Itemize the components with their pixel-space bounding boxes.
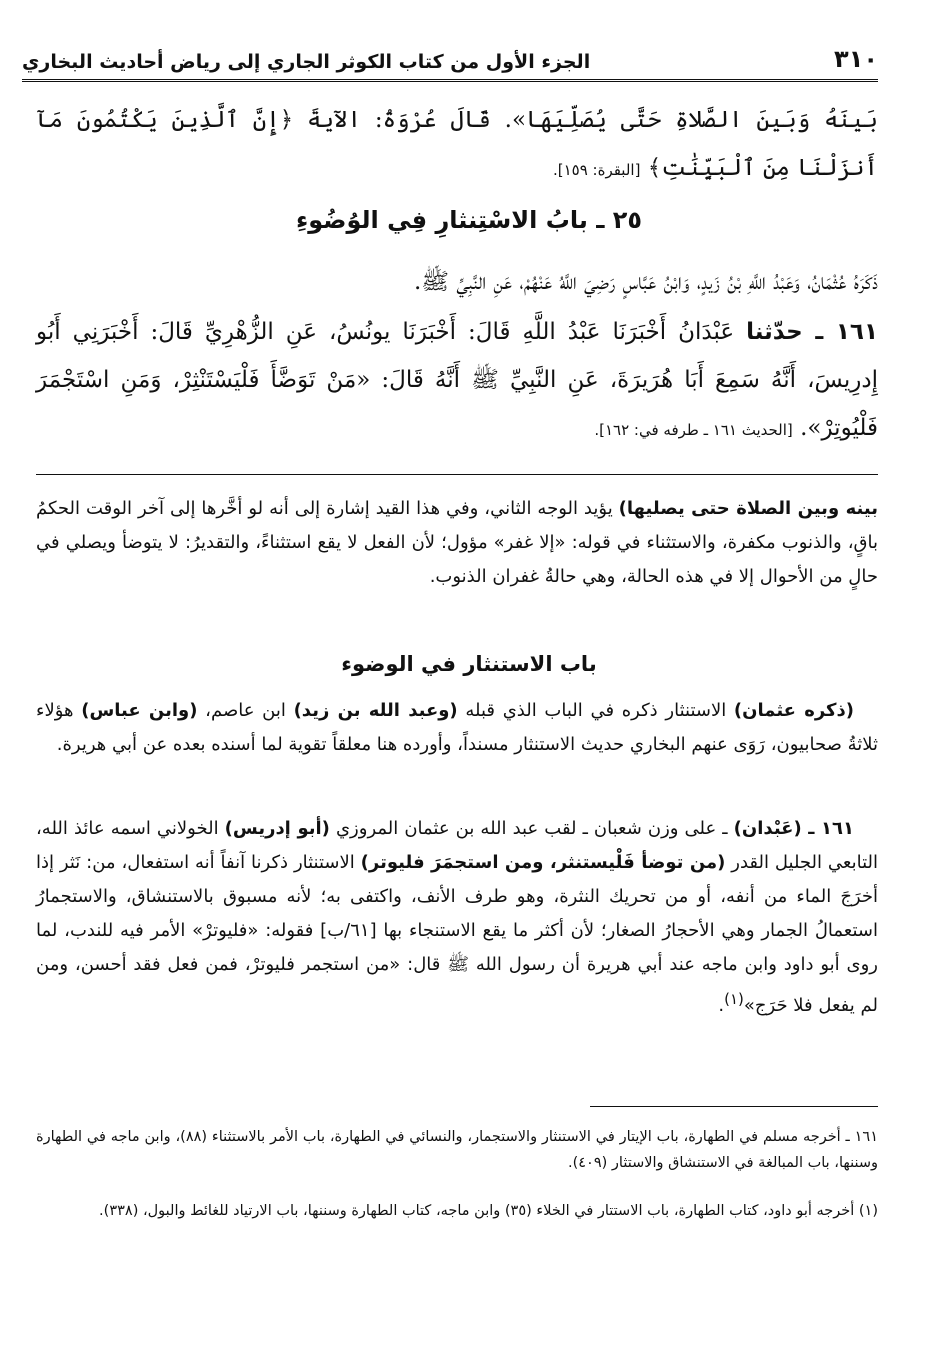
commentary-lemma: ١٦١ ـ (عَبْدان) xyxy=(733,818,855,839)
footnote-1 xyxy=(36,1124,878,1176)
page-header xyxy=(22,36,878,82)
running-title: الجزء الأول من كتاب الكوثر الجاري إلى رياض أحاديث البخاري xyxy=(22,51,591,73)
footnote-marker: (١) xyxy=(724,990,744,1008)
footnote-2 xyxy=(36,1198,878,1224)
hadith-block xyxy=(36,308,878,454)
commentary-paragraph-2 xyxy=(36,694,878,762)
hadith-reference: [الحديث ١٦١ ـ طرفه في: ١٦٢]. xyxy=(594,421,793,439)
continuation-text: بَينَهُ وَبَينَ الصَّلاةِ حَتَّى يُصَلِّيَهَا». قَالَ عُرْوَةُ: الآيةَ ﴿إِنَّ ٱلَّذِينَ يَكْتُمُونَ مَآ أَنزَلْنَا مِنَ ٱلْبَيِّنَٰتِ﴾ xyxy=(36,107,878,181)
footnote-2-text: أخرجه أبو داود، كتاب الطهارة، باب الاستتار في الخلاء (٣٥) وابن ماجه، كتاب الطهارة وسننها، باب الارتياد للغائط والبول، (٣٣٨). xyxy=(99,1203,855,1219)
commentary-text: ابن عاصم، xyxy=(197,700,294,721)
matn-continuation xyxy=(36,96,878,194)
footnote-divider xyxy=(590,1106,878,1107)
chapter-intro-text: ذَكَرَهُ عُثْمَانُ، وَعَبْدُ اللَّهِ بْنُ زَيدٍ، وَابْنُ عَبَّاسٍ رَضِيَ اللَّهُ عَنْهُمْ، عَنِ النَّبِيِّ ﷺ. xyxy=(414,269,878,295)
commentary-text: يؤيد الوجه الثاني، وفي هذا القيد إشارة إلى أنه لو أخَّرها إلى آخر الوقت الحكمُ باقٍ، والذنوب مكفرة، والاستثناء في قوله: «إلا غفر» مؤول؛ لأن الفعل لا يقع استثناءً، والتقديرُ: لا يتوضأ ويصلي في حالٍ من الأحوال إلا في هذه الحالة، وهي حالةُ غفران الذنوب. xyxy=(36,498,878,587)
page-number: ٣١٠ xyxy=(834,45,878,73)
commentary-text: الاستنثار ذكرنا آنفاً أنه استفعال، من: نَثر إذا أخرَجَ الماء من أنفه، أو من تحريك النثرة، وهو طرف الأنف، واكتفى به؛ لأنه مسبوق بالاستنشاق، والاستجمارُ استعمالُ الجمار وهي الأحجارُ الصغار؛ لأن أكثر ما يقع الاستنجاء بها [٦١/ب] فقوله: «فليوترْ» الأمر فيه للندب، لما روى أبو داود وابن ماجه عند أبي هريرة أن رسول الله ﷺ قال: «من استجمر فليوترْ، فمن فعل فقد أحسن، ومن لم يفعل فلا حَرَج» xyxy=(36,852,878,1016)
chapter-intro xyxy=(36,258,878,306)
commentary-lemma: (وعبد الله بن زيد) xyxy=(293,700,458,721)
commentary-text: ـ على وزن شعبان ـ لقب عبد الله بن عثمان المروزي xyxy=(329,818,734,839)
commentary-section-title: باب الاستنثار في الوضوء xyxy=(341,652,597,676)
commentary-lemma: (أبو إدريس) xyxy=(224,818,330,839)
quran-reference: [البقرة: ١٥٩]. xyxy=(552,161,641,179)
hadith-number: ١٦١ ـ حدّثنا xyxy=(746,319,879,345)
commentary-lemma: (ذكره عثمان) xyxy=(733,700,854,721)
matn-divider xyxy=(36,474,878,475)
commentary-paragraph-1 xyxy=(36,492,878,594)
commentary-text: هؤلاء ثلاثةُ صحابيون، رَوَى عنهم البخاري حديث الاستنثار مسنداً، وأورده هنا معلقاً تقوية لما أسنده بعده عن أبي هريرة. xyxy=(36,700,878,755)
hadith-text: عَبْدَانُ أَخْبَرَنَا عَبْدُ اللَّهِ قَالَ: أَخْبَرَنَا يونُسُ، عَنِ الزُّهْرِيِّ قَالَ: أَخْبَرَنِي أَبُو إِدرِيسَ، أَنَّهُ سَمِعَ أَبَا هُرَيرَةَ، عَنِ النَّبِيِّ ﷺ أَنَّهُ قَالَ: «مَنْ تَوَضَّأَ فَلْيَسْتَنْثِرْ، وَمَنِ اسْتَجْمَرَ فَلْيُوتِرْ». xyxy=(36,319,878,441)
commentary-text: الخولاني اسمه عائذ الله، التابعي الجليل القدر xyxy=(36,818,879,873)
commentary-text: . xyxy=(718,995,725,1016)
chapter-title: ٢٥ ـ بابُ الاسْتِنثارِ فِي الوُضُوءِ xyxy=(295,206,643,234)
commentary-lemma: (وابن عباس) xyxy=(81,700,198,721)
footnote-2-marker: (١) xyxy=(858,1203,878,1219)
commentary-text: الاستنثار ذكره في الباب الذي قبله xyxy=(457,700,734,721)
commentary-lemma: بينه وبين الصلاة حتى يصليها) xyxy=(618,498,878,519)
footnote-1-text: أخرجه مسلم في الطهارة، باب الإيتار في الاستنثار والاستجمار، والنسائي في الطهارة، باب الأمر بالاستثناء (٨٨)، وابن ماجه في الطهارة وسننها، باب المبالغة في الاستنشاق والاستثار (٤٠٩). xyxy=(36,1129,878,1171)
commentary-lemma: (من توضأ فَلْيستنثر، ومن استجمَرَ فليوتر) xyxy=(360,852,726,873)
commentary-paragraph-3 xyxy=(36,812,878,1023)
footnote-1-marker: ١٦١ ـ xyxy=(845,1129,879,1145)
